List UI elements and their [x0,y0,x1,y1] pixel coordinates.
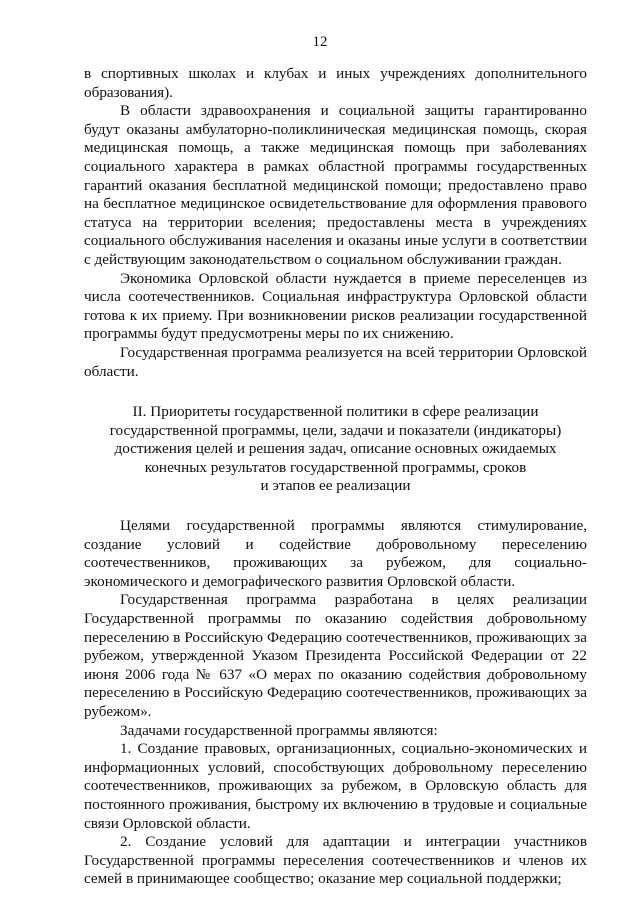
section-heading [84,403,587,496]
section-heading-line: достижения целей и решения задач, описание основных ожидаемых [114,440,557,458]
section-heading-line: и этапов ее реализации [260,477,411,495]
paragraph-tasks-intro: Задачами государственной программы являются: [120,721,438,739]
section-heading-line: государственной программы, цели, задачи и показатели (индикаторы) [109,421,562,439]
section-heading-line: II. Приоритеты государственной политики в сфере реализации [132,403,539,421]
section-heading-line: конечных результатов государственной программы, сроков [144,458,527,476]
paragraph-healthcare: В области здравоохранения и социальной защиты гарантированно будут оказаны амбулаторно-поликлиническая медицинская помощь, скорая медицинская помощь, а также медицинская помощь при заболеваниях социального характера в рамках областной программы государственных гарантий оказания бесплатной медицинской помощи; предоставлено право на бесплатное медицинское освидетельствование для оформления правового статуса на территории вселения; предоставлены места в учреждениях социального обслуживания населения и оказаны иные услуги в соответствии с действующим законодательством о социальном обслуживании граждан. [84,102,587,268]
paragraph-goals: Целями государственной программы являются стимулирование, создание условий и содействие добровольному переселению соотечественников, проживающих за рубежом, для социально-экономического и демографического развития Орловской области. [84,517,587,590]
paragraph-basis: Государственная программа разработана в целях реализации Государственной программы по оказанию содействия добровольному переселению в Российскую Федерацию соотечественников, проживающих за рубежом, утвержденной Указом Президента Российской Федерации от 22 июня 2006 года № 637 «О мерах по оказанию содействия добровольному переселению в Российскую Федерацию соотечественников, проживающих за рубежом». [84,591,587,720]
document-body [84,65,587,889]
paragraph-continuation: в спортивных школах и клубах и иных учреждениях дополнительного образования). [84,65,587,101]
page-number: 12 [312,34,328,50]
paragraph-task-2: 2. Создание условий для адаптации и интеграции участников Государственной программы переселения соотечественников и членов их семей в принимающее сообщество; оказание мер социальной поддержки; [84,833,587,888]
paragraph-territory: Государственная программа реализуется на всей территории Орловской области. [84,343,587,380]
paragraph-task-1: 1. Создание правовых, организационных, социально-экономических и информационных условий, способствующих добровольному переселению соотечественников, проживающих за рубежом, в Орловскую область для постоянного проживания, быстрому их включению в трудовые и социальные связи Орловской области. [84,740,587,832]
paragraph-economy: Экономика Орловской области нуждается в приеме переселенцев из числа соотечественников. Социальная инфраструктура Орловской области готова к их приему. При возникновении рисков реализации государственной программы будут предусмотрены меры по их снижению. [84,269,587,343]
